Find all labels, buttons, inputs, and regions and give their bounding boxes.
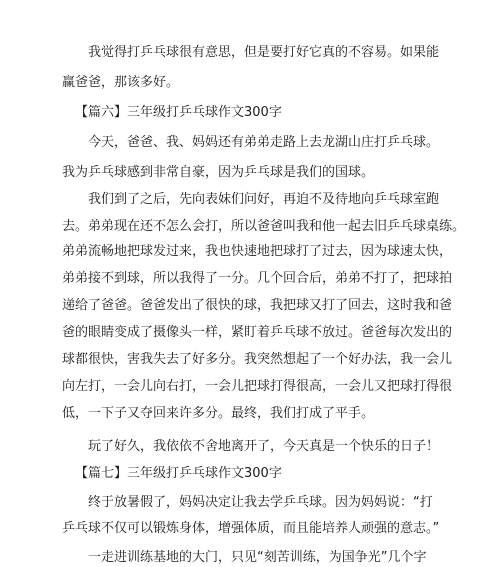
paragraph-line: 爸的眼睛变成了摄像头一样，紧盯着乒乓球不放过。爸爸每次发出的 <box>62 325 453 340</box>
paragraph-line: 去。弟弟现在还不怎么会打，所以爸爸叫我和他一起去旧乒乓球桌练。 <box>62 219 466 234</box>
paragraph-line: 弟弟流畅地把球发过来，我也快速地把球打了过去，因为球速太快， <box>62 244 453 259</box>
paragraph-line: 赢爸爸，那该多好。 <box>62 75 180 90</box>
paragraph-line: 我觉得打乒乓球很有意思，但是要打好它真的不容易。如果能 <box>88 45 440 60</box>
paragraph-line: 玩了好久，我依依不舍地离开了，今天真是一个快乐的日子！ <box>88 439 440 454</box>
paragraph-line: 我们到了之后，先向表妹们问好，再迫不及待地向乒乓球室跑 <box>88 192 440 207</box>
paragraph-line: 乒乓球不仅可以锻炼身体，增强体质，而且能培养人顽强的意志。” <box>62 521 440 536</box>
paragraph-line: 今天，爸爸、我、妈妈还有弟弟走路上去龙湖山庄打乒乓球。 <box>88 135 440 150</box>
section-heading: 【篇七】三年级打乒乓球作文300字 <box>75 466 282 481</box>
paragraph-line: 弟弟接不到球，所以我得了一分。几个回合后，弟弟不打了，把球拍 <box>62 271 453 286</box>
paragraph-line: 低，一下子又夺回来许多分。最终，我们打成了平手。 <box>62 406 375 421</box>
paragraph-line: 我为乒乓球感到非常自豪，因为乒乓球是我们的国球。 <box>62 165 375 180</box>
section-heading: 【篇六】三年级打乒乓球作文300字 <box>75 105 282 120</box>
paragraph-line: 终于放暑假了，妈妈决定让我去学乒乓球。因为妈妈说：“打 <box>88 495 433 510</box>
paragraph-line: 球都很快，害我失去了好多分。我突然想起了一个好办法，我一会儿 <box>62 352 453 367</box>
paragraph-line: 一走进训练基地的大门，只见“刻苦训练，为国争光”几个字 <box>88 550 427 565</box>
paragraph-line: 递给了爸爸。爸爸发出了很快的球，我把球又打了回去，这时我和爸 <box>62 298 453 313</box>
paragraph-line: 向左打，一会儿向右打，一会儿把球打得很高，一会儿又把球打得很 <box>62 379 453 394</box>
